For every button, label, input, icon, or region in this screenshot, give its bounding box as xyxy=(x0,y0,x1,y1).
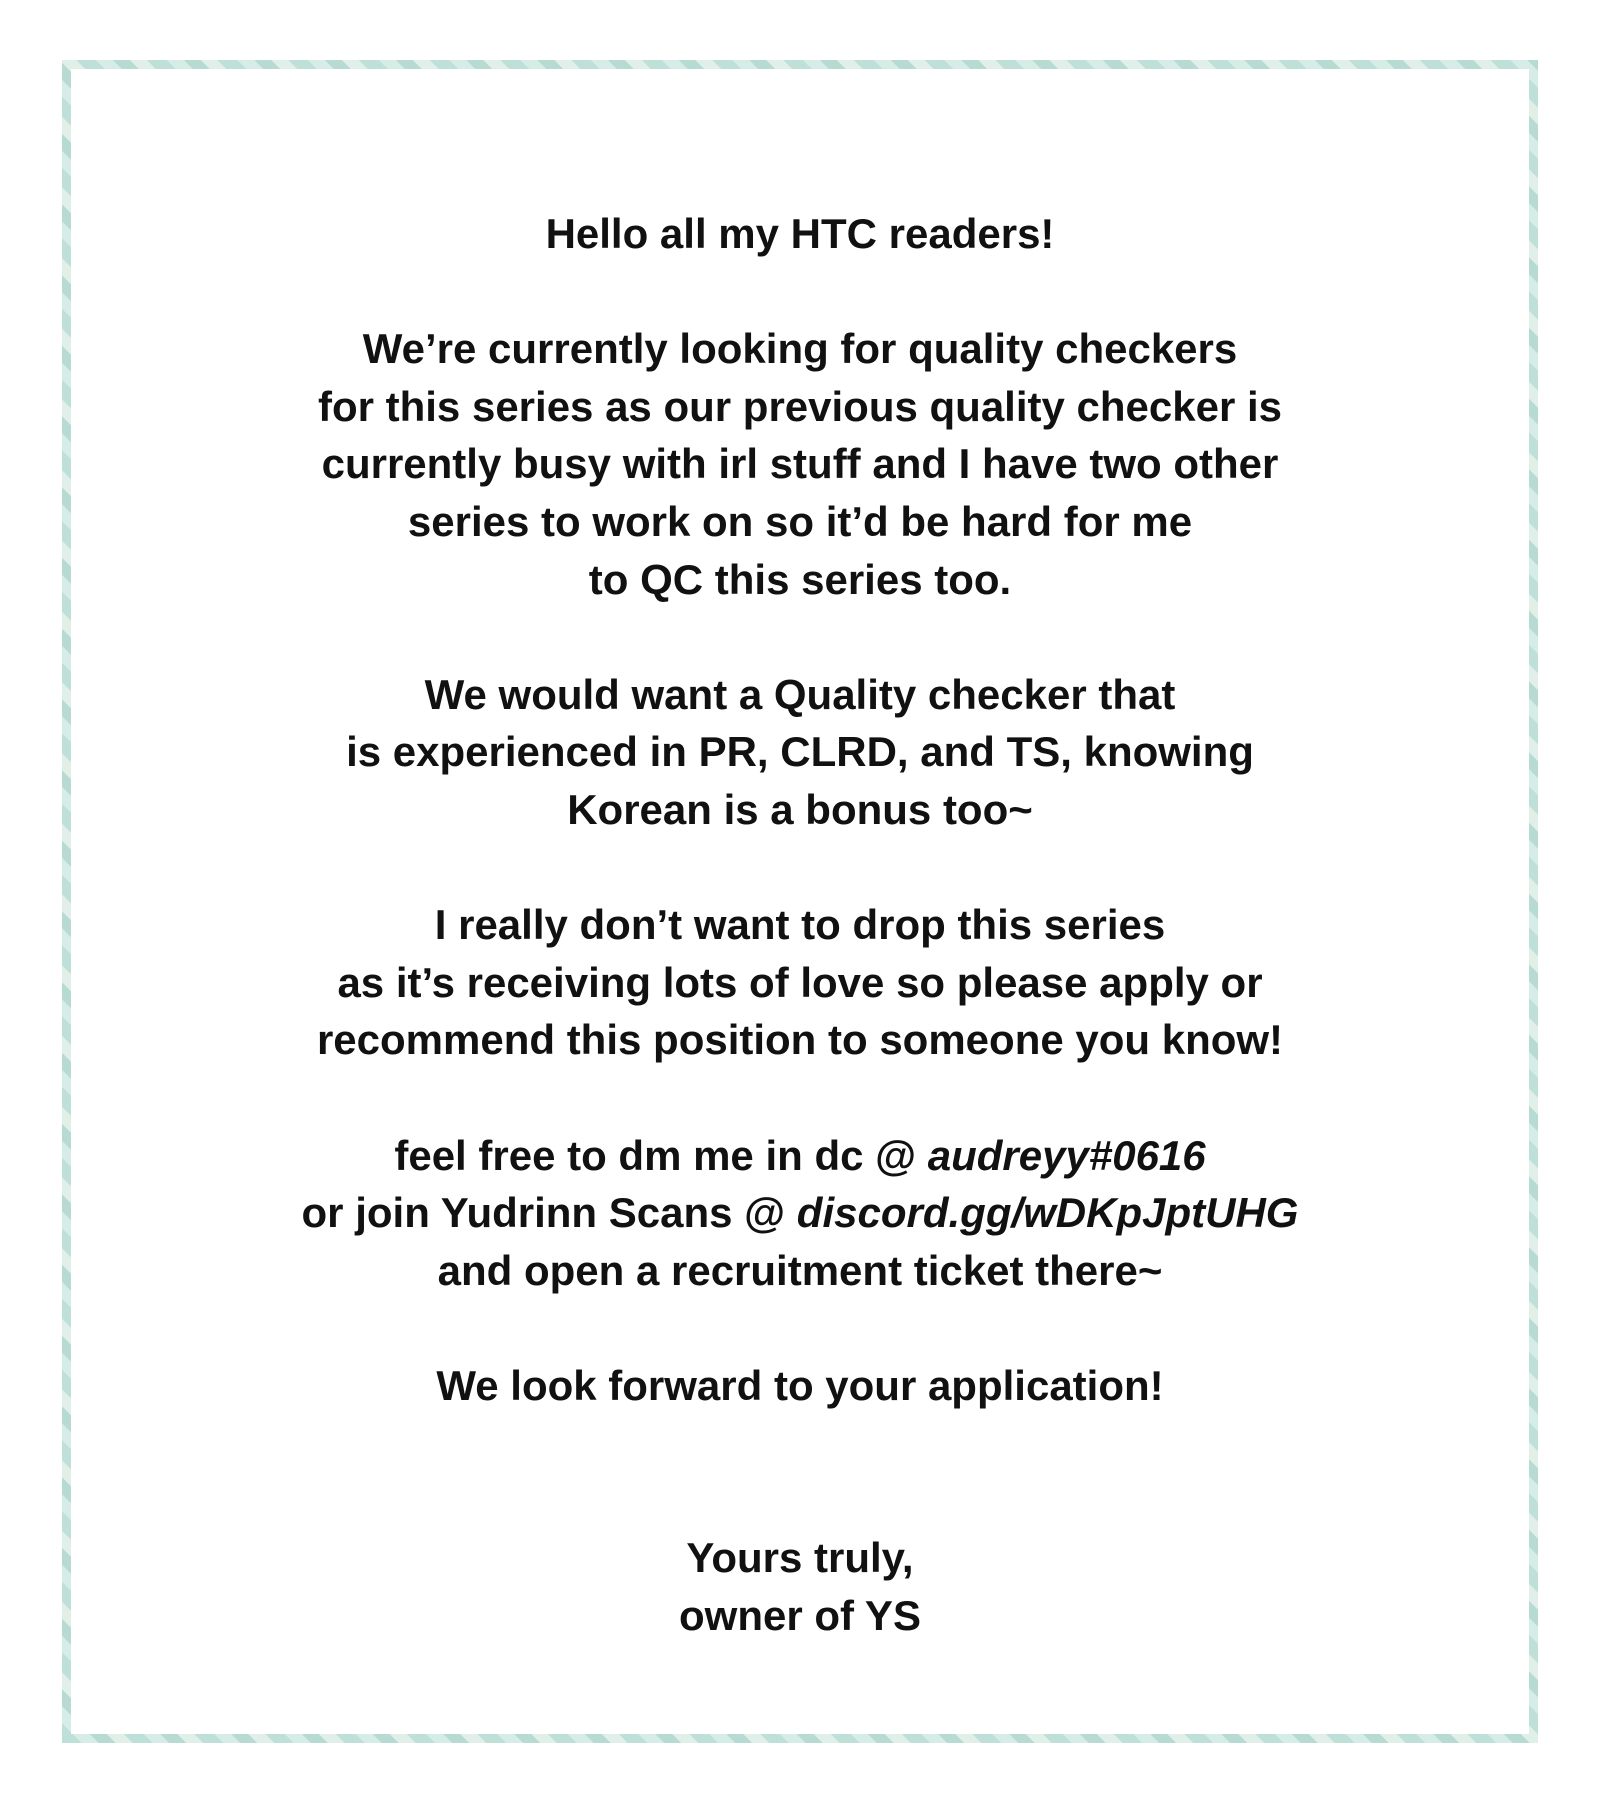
greeting: Hello all my HTC readers! xyxy=(545,210,1055,257)
signoff: Yours truly, xyxy=(686,1534,914,1582)
paragraph-1-line-5: to QC this series too. xyxy=(588,555,1012,603)
discord-invite-link: discord.gg/wDKpJptUHG xyxy=(796,1189,1299,1237)
recruitment-letter xyxy=(71,205,1529,1645)
paragraph-3-line-2: as it’s receiving lots of love so please apply or xyxy=(337,958,1263,1006)
dm-prefix: feel free to dm me in dc @ xyxy=(394,1131,928,1179)
paragraph-2-line-3: Korean is a bonus too~ xyxy=(567,785,1033,833)
signature: owner of YS xyxy=(679,1592,921,1640)
contact-join-line xyxy=(71,1184,1529,1242)
decorative-frame xyxy=(62,60,1538,1743)
paragraph-2-line-1: We would want a Quality checker that xyxy=(424,670,1176,718)
closing-line: We look forward to your application! xyxy=(436,1361,1164,1409)
paragraph-3-line-1: I really don’t want to drop this series xyxy=(434,901,1166,949)
discord-handle: audreyy#0616 xyxy=(927,1131,1206,1179)
contact-dm-line xyxy=(71,1127,1529,1185)
paragraph-2-line-2: is experienced in PR, CLRD, and TS, knowing xyxy=(346,728,1254,776)
contact-ticket-line: and open a recruitment ticket there~ xyxy=(437,1246,1163,1294)
paragraph-1-line-4: series to work on so it’d be hard for me xyxy=(407,497,1193,545)
join-prefix: or join Yudrinn Scans @ xyxy=(301,1189,797,1237)
paragraph-3-line-3: recommend this position to someone you know! xyxy=(316,1016,1284,1064)
paragraph-1-line-2: for this series as our previous quality checker is xyxy=(317,382,1283,430)
paragraph-1-line-1: We’re currently looking for quality checkers xyxy=(362,325,1238,373)
paragraph-1-line-3: currently busy with irl stuff and I have two other xyxy=(321,440,1279,488)
